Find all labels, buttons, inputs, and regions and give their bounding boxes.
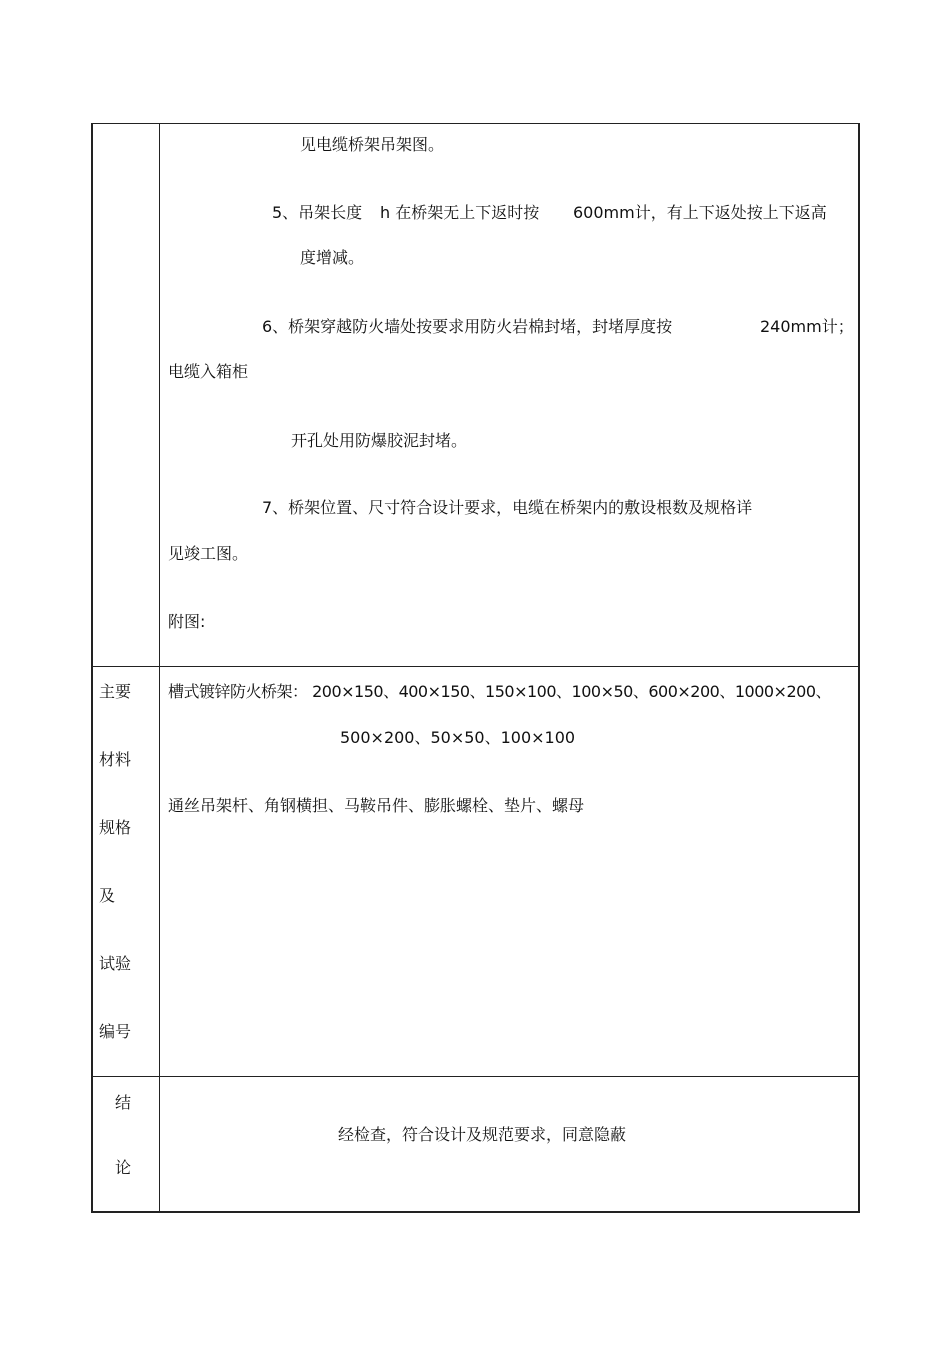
note-item-5: h 在桥架无上下返时按 xyxy=(380,203,540,222)
note-item-7: 7、桥架位置、尺寸符合设计要求，电缆在桥架内的敷设根数及规格详 xyxy=(262,498,753,517)
note-item-5: 5、吊架长度 xyxy=(272,203,363,222)
attachment-label: 附图: xyxy=(168,612,206,631)
inspection-table xyxy=(91,123,860,1213)
materials-text: 通丝吊架杆、角钢横担、马鞍吊件、膨胀螺栓、垫片、螺母 xyxy=(168,796,585,815)
note-item-5: 600mm计，有上下返处按上下返高 xyxy=(573,203,827,222)
materials-label: 主要 xyxy=(99,682,132,701)
conclusion-label: 结 xyxy=(115,1093,132,1112)
note-item-6: 开孔处用防爆胶泥封堵。 xyxy=(291,431,468,450)
row-divider-2 xyxy=(91,1076,860,1077)
materials-label: 规格 xyxy=(99,818,132,837)
materials-label: 编号 xyxy=(99,1022,132,1041)
conclusion-label: 论 xyxy=(115,1158,132,1177)
conclusion-text: 经检查，符合设计及规范要求，同意隐蔽 xyxy=(338,1125,627,1144)
materials-text: 500×200、50×50、100×100 xyxy=(340,728,576,747)
column-divider xyxy=(159,123,160,1213)
materials-label: 及 xyxy=(99,886,116,905)
note-text: 见电缆桥架吊架图。 xyxy=(300,135,445,154)
note-item-6: 6、桥架穿越防火墙处按要求用防火岩棉封堵，封堵厚度按 xyxy=(262,317,673,336)
materials-text: 槽式镀锌防火桥架： 200×150、400×150、150×100、100×50、600×200、1000×200、 xyxy=(168,682,831,701)
row-divider-1 xyxy=(91,666,860,667)
note-item-7: 见竣工图。 xyxy=(168,544,249,563)
materials-label: 材料 xyxy=(99,750,132,769)
note-item-6: 电缆入箱柜 xyxy=(168,362,249,381)
materials-label: 试验 xyxy=(99,954,132,973)
note-item-6: 240mm计； xyxy=(760,317,854,336)
note-item-5: 度增减。 xyxy=(300,248,365,267)
